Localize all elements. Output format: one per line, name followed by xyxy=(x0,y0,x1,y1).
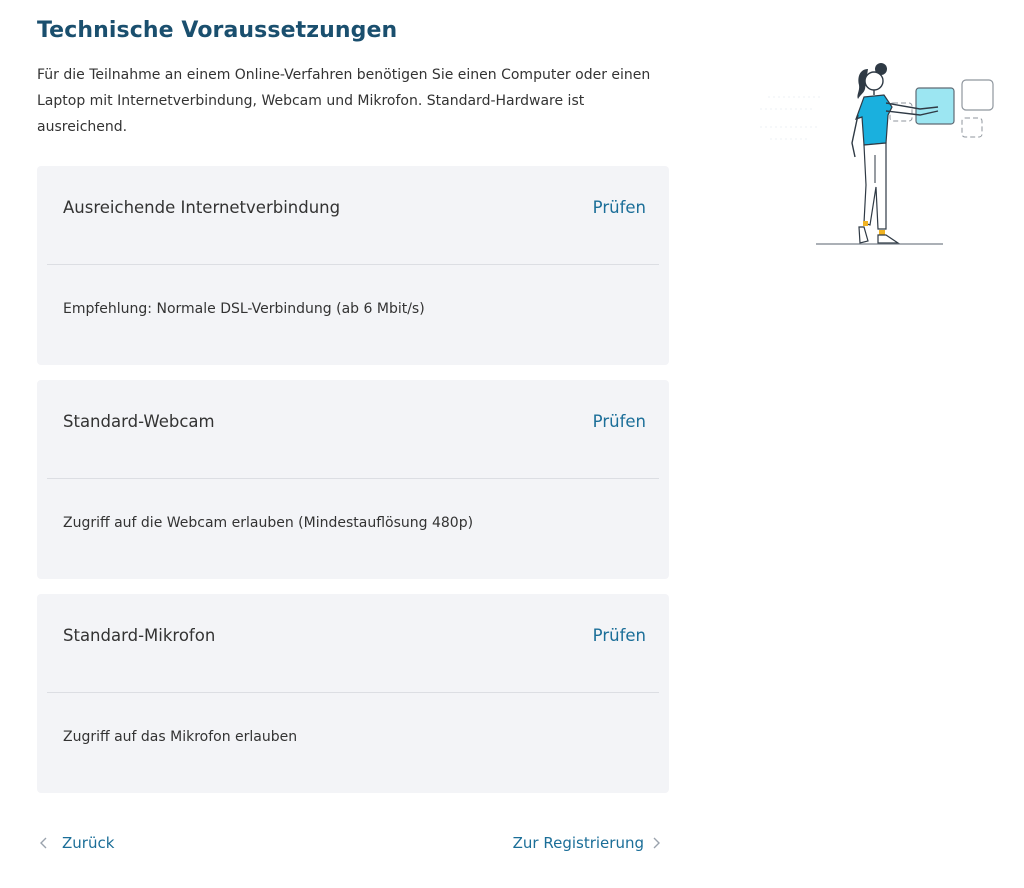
check-microphone-button[interactable]: Prüfen xyxy=(592,626,646,645)
check-card-webcam xyxy=(37,380,669,579)
check-title-microphone: Standard-Mikrofon xyxy=(63,626,216,645)
card-divider xyxy=(47,692,659,693)
check-internet-button[interactable]: Prüfen xyxy=(592,198,646,217)
person-touching-screen-illustration xyxy=(760,55,1000,255)
check-description-webcam: Zugriff auf die Webcam erlauben (Mindestauflösung 480p) xyxy=(63,515,474,531)
check-title-webcam: Standard-Webcam xyxy=(63,412,215,431)
next-label: Zur Registrierung xyxy=(512,834,644,852)
card-divider xyxy=(47,478,659,479)
check-card-microphone xyxy=(37,594,669,793)
card-divider xyxy=(47,264,659,265)
back-link[interactable] xyxy=(38,834,114,852)
check-description-microphone: Zugriff auf das Mikrofon erlauben xyxy=(63,729,298,745)
back-label: Zurück xyxy=(62,834,115,852)
intro-text: Für die Teilnahme an einem Online-Verfahren benötigen Sie einen Computer oder einen Laptop mit Internetverbindung, Webcam und Mikrofon. Standard-Hardware ist ausreichend. xyxy=(37,67,651,135)
chevron-right-icon xyxy=(650,836,662,850)
check-card-header xyxy=(37,166,669,252)
check-webcam-button[interactable]: Prüfen xyxy=(592,412,646,431)
to-registration-link[interactable] xyxy=(513,834,662,852)
check-title-internet: Ausreichende Internetverbindung xyxy=(63,198,341,217)
check-card-header xyxy=(37,380,669,466)
chevron-left-icon xyxy=(38,836,50,850)
check-card-header xyxy=(37,594,669,680)
page-title: Technische Voraussetzungen xyxy=(37,18,398,43)
check-description-internet: Empfehlung: Normale DSL-Verbindung (ab 6 Mbit/s) xyxy=(63,301,425,317)
check-card-internet xyxy=(37,166,669,365)
